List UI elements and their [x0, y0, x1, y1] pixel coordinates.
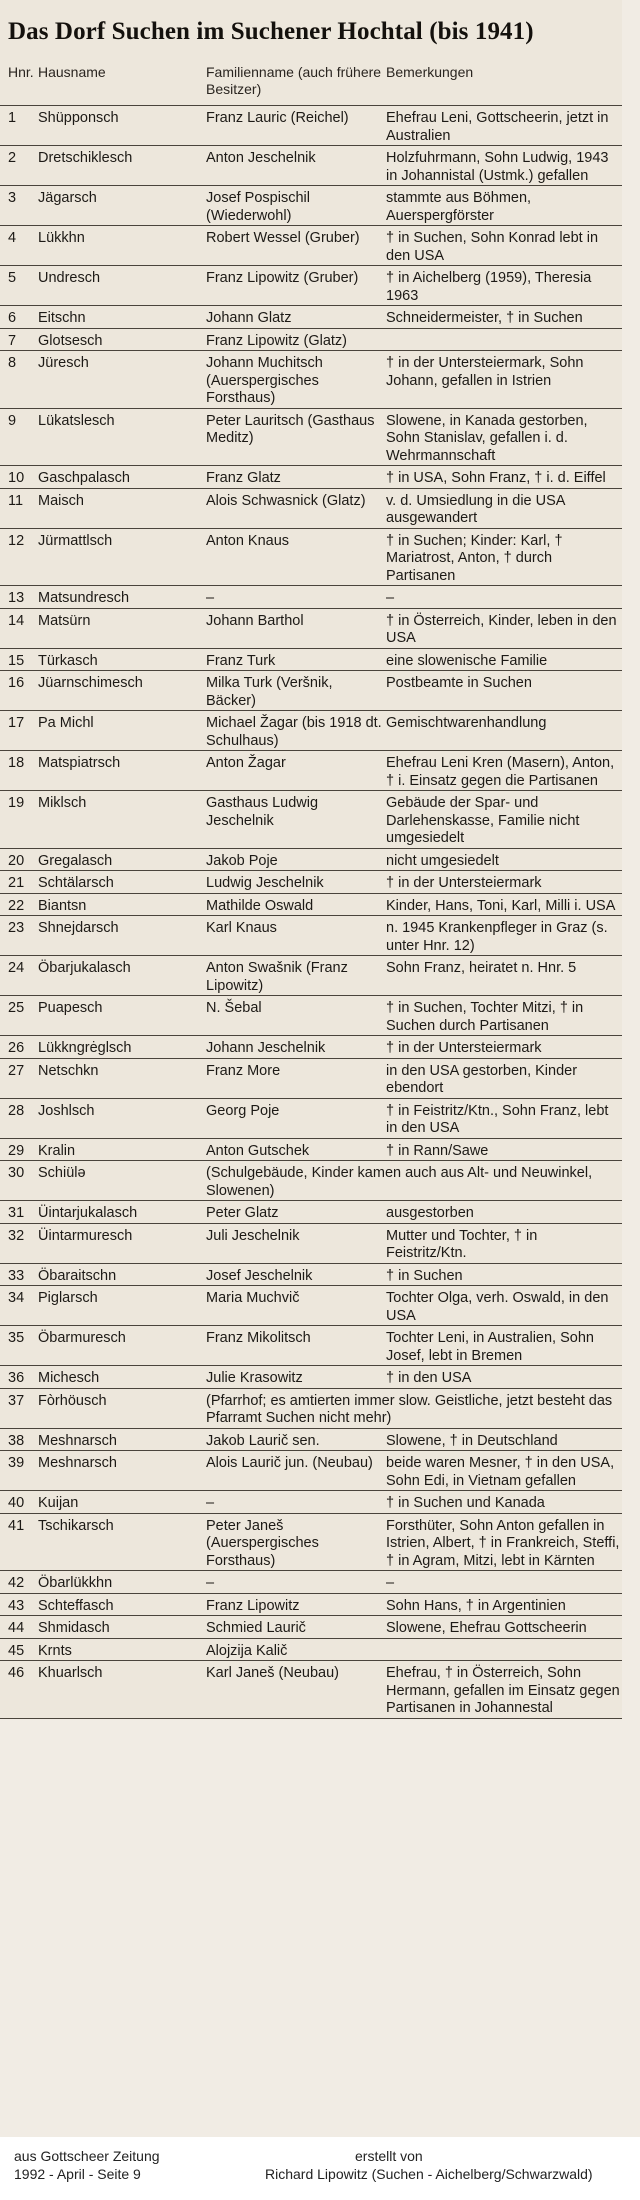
family-name: Ludwig Jeschelnik — [206, 875, 324, 891]
house-name: Piglarsch — [38, 1290, 98, 1306]
remarks: Sohn Hans, † in Argentinien — [386, 1597, 566, 1614]
house-number: 41 — [8, 1517, 25, 1534]
house-number: 36 — [8, 1370, 25, 1386]
house-number: 31 — [8, 1205, 25, 1221]
family-name: Franz More — [206, 1062, 281, 1079]
footer-author-line1: erstellt von — [355, 2148, 423, 2164]
remarks: † in der Untersteiermark, Sohn Johann, gefallen in Istrien — [386, 355, 584, 389]
table-row — [0, 586, 622, 609]
table-row — [0, 1451, 622, 1491]
house-name: Pa Michl — [38, 715, 94, 731]
table-row — [0, 1491, 622, 1514]
remarks: † in Feistritz/Ktn., Sohn Franz, lebt in den USA — [386, 1102, 609, 1136]
remarks: v. d. Umsiedlung in die USA ausgewandert — [386, 492, 565, 526]
house-number: 27 — [8, 1062, 25, 1079]
footer-author — [265, 2147, 593, 2183]
table-row — [0, 1429, 622, 1452]
table-row — [0, 226, 622, 266]
table-row — [0, 1139, 622, 1162]
table-row — [0, 409, 622, 467]
table-row — [0, 489, 622, 529]
table-row — [0, 1201, 622, 1224]
house-name: Schiülə — [38, 1165, 86, 1181]
family-name: Karl Janeš (Neubau) — [206, 1665, 339, 1681]
spanning-cell — [30, 1389, 622, 1428]
table-row — [0, 266, 622, 306]
family-name: Alois Laurič jun. (Neubau) — [206, 1455, 373, 1471]
family-name: Johann Barthol — [206, 612, 304, 629]
house-name: Puapesch — [38, 1000, 103, 1016]
table-row — [0, 306, 622, 329]
house-number: 28 — [8, 1102, 25, 1119]
house-number: 24 — [8, 960, 25, 976]
family-name: Robert Wessel (Gruber) — [206, 230, 360, 246]
header-nr: Hnr. — [8, 64, 34, 80]
table-row — [0, 609, 622, 649]
house-name: Türkasch — [38, 652, 98, 669]
family-name: Josef Jeschelnik — [206, 1267, 313, 1284]
house-number: 18 — [8, 755, 25, 771]
house-name: Gaschpalasch — [38, 470, 130, 486]
remarks: Kinder, Hans, Toni, Karl, Milli i. USA — [386, 897, 616, 914]
remarks: † in Österreich, Kinder, leben in den USA — [386, 612, 617, 646]
house-number: 32 — [8, 1227, 25, 1244]
house-name: Joshlsch — [38, 1102, 95, 1119]
remarks: beide waren Mesner, † in den USA, Sohn Edi, in Vietnam gefallen — [386, 1455, 615, 1489]
house-name: Öbarlükkhn — [38, 1575, 113, 1591]
house-number: 45 — [8, 1642, 25, 1659]
remarks: † in den USA — [386, 1370, 472, 1386]
remarks: Forsthüter, Sohn Anton gefallen in Istrien, Albert, † in Frankreich, Steffi, † in Agram, Mitzi, lebt in Kärnten — [386, 1517, 620, 1569]
house-number: 23 — [8, 920, 25, 936]
house-name: Netschkn — [38, 1062, 99, 1079]
remarks: Slowene, Ehefrau Gottscheerin — [386, 1620, 587, 1636]
remarks: Schneidermeister, † in Suchen — [386, 310, 583, 326]
remarks: Slowene, † in Deutschland — [386, 1432, 558, 1449]
house-name: Maisch — [38, 492, 84, 509]
table-row — [0, 1286, 622, 1326]
table-row — [0, 1224, 622, 1264]
table-row — [0, 351, 622, 409]
house-name: Jürmattlsch — [38, 532, 113, 549]
page-title: Das Dorf Suchen im Suchener Hochtal (bis 1941) — [8, 18, 534, 45]
house-number: 19 — [8, 795, 25, 811]
remarks: Ehefrau, † in Österreich, Sohn Hermann, gefallen im Einsatz gegen Partisanen in Johannestal — [386, 1665, 620, 1716]
house-name: Öbarmuresch — [38, 1330, 126, 1346]
remarks: nicht umgesiedelt — [386, 852, 499, 869]
table-row — [0, 1059, 622, 1099]
header-family: Familienname (auch frühere Besitzer) — [206, 64, 382, 97]
house-number: 35 — [8, 1330, 25, 1346]
family-name: Franz Turk — [206, 652, 276, 669]
remarks: stammte aus Böhmen, Auerspergförster — [386, 190, 532, 224]
remarks: † in Suchen — [386, 1267, 463, 1284]
family-name: Anton Žagar — [206, 755, 286, 771]
house-number: 11 — [8, 492, 24, 509]
table-row — [0, 711, 622, 751]
house-name: Üintarjukalasch — [38, 1205, 138, 1221]
table-row — [0, 329, 622, 352]
remarks: Ehefrau Leni Kren (Masern), Anton, † i. Einsatz gegen die Partisanen — [386, 755, 615, 789]
house-name: Meshnarsch — [38, 1432, 117, 1449]
family-name: Anton Jeschelnik — [206, 150, 316, 166]
family-name: Peter Janeš (Auerspergisches Forsthaus) — [206, 1517, 319, 1569]
table-row — [0, 871, 622, 894]
remarks: † in Suchen, Tochter Mitzi, † in Suchen durch Partisanen — [386, 1000, 584, 1034]
remarks: † in USA, Sohn Franz, † i. d. Eiffel — [386, 470, 606, 486]
remarks: † in Aichelberg (1959), Theresia 1963 — [386, 270, 592, 304]
house-name: Jägarsch — [38, 190, 97, 206]
remarks: Slowene, in Kanada gestorben, Sohn Stanislav, gefallen i. d. Wehrmannschaft — [386, 412, 588, 464]
footer-source — [14, 2147, 160, 2183]
remarks: eine slowenische Familie — [386, 652, 548, 669]
house-name: Gregalasch — [38, 852, 113, 869]
house-name: Jüresch — [38, 355, 89, 371]
spanning-cell — [30, 1161, 622, 1200]
table-row — [0, 1366, 622, 1389]
remarks: † in Suchen; Kinder: Karl, † Mariatrost, Anton, † durch Partisanen — [386, 532, 563, 584]
table-row — [0, 916, 622, 956]
remarks: † in Suchen und Kanada — [386, 1495, 545, 1511]
table-row — [0, 649, 622, 672]
house-name: Dretschiklesch — [38, 150, 133, 166]
family-name: Peter Glatz — [206, 1205, 279, 1221]
family-name: Anton Knaus — [206, 532, 290, 549]
house-number: 44 — [8, 1620, 25, 1636]
row-note: (Schulgebäude, Kinder kamen auch aus Alt- und Neuwinkel, Slowenen) — [206, 1165, 593, 1199]
family-name: – — [206, 590, 215, 606]
house-name: Undresch — [38, 270, 101, 286]
house-name: Eitschn — [38, 310, 86, 326]
table-row — [0, 146, 622, 186]
remarks: Tochter Olga, verh. Oswald, in den USA — [386, 1290, 609, 1324]
house-number: 26 — [8, 1040, 25, 1056]
family-name: Franz Glatz — [206, 470, 281, 486]
house-name: Jüarnschimesch — [38, 675, 143, 691]
family-name: Mathilde Oswald — [206, 897, 314, 914]
remarks: ausgestorben — [386, 1205, 474, 1221]
remarks: Holzfuhrmann, Sohn Ludwig, 1943 in Johannistal (Ustmk.) gefallen — [386, 150, 609, 184]
table-row — [0, 1514, 622, 1572]
table-row — [0, 1036, 622, 1059]
house-name: Khuarlsch — [38, 1665, 103, 1681]
house-number: 8 — [8, 355, 17, 371]
house-number: 10 — [8, 470, 25, 486]
table-row — [0, 1571, 622, 1594]
house-number: 38 — [8, 1432, 25, 1449]
footer-source-line2: 1992 - April - Seite 9 — [14, 2166, 141, 2182]
table-row — [0, 106, 622, 146]
house-number: 2 — [8, 150, 17, 166]
header-remarks: Bemerkungen — [386, 64, 474, 80]
family-name: Gasthaus Ludwig Jeschelnik — [206, 795, 319, 829]
table-row — [0, 894, 622, 917]
header-house: Hausname — [38, 64, 106, 80]
house-number: 20 — [8, 852, 25, 869]
table-row — [0, 996, 622, 1036]
house-number: 3 — [8, 190, 17, 206]
footer — [0, 2137, 640, 2200]
house-number: 29 — [8, 1142, 25, 1159]
house-name: Üintarmuresch — [38, 1227, 133, 1244]
table-row — [0, 791, 622, 849]
table-row — [0, 1616, 622, 1639]
house-number: 25 — [8, 1000, 25, 1016]
house-name: Shmidasch — [38, 1620, 110, 1636]
table-row — [0, 1161, 622, 1201]
house-name: Schtälarsch — [38, 875, 114, 891]
family-name: Johann Jeschelnik — [206, 1040, 326, 1056]
family-name: Franz Lauric (Reichel) — [206, 110, 349, 126]
family-name: Anton Gutschek — [206, 1142, 310, 1159]
house-name: Miklsch — [38, 795, 87, 811]
house-number: 14 — [8, 612, 25, 629]
house-number: 34 — [8, 1290, 25, 1306]
house-name: Glotsesch — [38, 332, 103, 349]
footer-source-line1: aus Gottscheer Zeitung — [14, 2148, 160, 2164]
house-name: Lükatslesch — [38, 412, 115, 429]
family-name: Milka Turk (Veršnik, Bäcker) — [206, 675, 333, 709]
house-number: 12 — [8, 532, 25, 549]
table-body — [0, 106, 622, 1719]
family-name: Karl Knaus — [206, 920, 277, 936]
table-row — [0, 529, 622, 587]
family-name: Schmied Laurič — [206, 1620, 306, 1636]
footer-author-line2: Richard Lipowitz (Suchen - Aichelberg/Schwarzwald) — [265, 2166, 593, 2182]
house-number: 5 — [8, 270, 17, 286]
family-name: Jakob Laurič sen. — [206, 1432, 320, 1449]
house-number: 1 — [8, 110, 17, 126]
house-name: Lükkngrėglsch — [38, 1040, 132, 1056]
family-name: Anton Swašnik (Franz Lipowitz) — [206, 960, 348, 994]
family-name: Franz Mikolitsch — [206, 1330, 311, 1346]
house-number: 37 — [8, 1392, 25, 1409]
table-row — [0, 1594, 622, 1617]
family-name: Franz Lipowitz (Glatz) — [206, 332, 348, 349]
family-name: Jakob Poje — [206, 852, 278, 869]
table-header — [0, 56, 622, 106]
remarks: Mutter und Tochter, † in Feistritz/Ktn. — [386, 1227, 538, 1261]
remarks — [382, 329, 622, 351]
house-name: Fòrhöusch — [38, 1392, 107, 1409]
house-name: Tschikarsch — [38, 1517, 114, 1534]
house-name: Michesch — [38, 1370, 100, 1386]
remarks: Ehefrau Leni, Gottscheerin, jetzt in Australien — [386, 110, 609, 144]
remarks: Gebäude der Spar- und Darlehenskasse, Familie nicht umgesiedelt — [386, 795, 580, 846]
house-number: 46 — [8, 1665, 25, 1681]
family-name: Josef Pospischil (Wiederwohl) — [206, 190, 310, 224]
table-row — [0, 186, 622, 226]
table-row — [0, 956, 622, 996]
house-name: Matsundresch — [38, 590, 130, 606]
house-number: 40 — [8, 1495, 25, 1511]
house-number: 17 — [8, 715, 25, 731]
house-number: 22 — [8, 897, 25, 914]
house-name: Biantsn — [38, 897, 87, 914]
family-name: – — [206, 1495, 215, 1511]
table-row — [0, 671, 622, 711]
house-number: 16 — [8, 675, 25, 691]
house-number: 39 — [8, 1455, 25, 1471]
family-name: Julie Krasowitz — [206, 1370, 303, 1386]
family-name: Johann Muchitsch (Auerspergisches Forsthaus) — [206, 355, 323, 406]
table-row — [0, 751, 622, 791]
family-name: Peter Lauritsch (Gasthaus Meditz) — [206, 412, 375, 446]
house-name: Öbaraitschn — [38, 1267, 117, 1284]
family-name: Georg Poje — [206, 1102, 280, 1119]
remarks: † in der Untersteiermark — [386, 1040, 542, 1056]
family-name: Michael Žagar (bis 1918 dt. Schulhaus) — [206, 715, 382, 749]
family-name: Franz Lipowitz (Gruber) — [206, 270, 359, 286]
remarks: Sohn Franz, heiratet n. Hnr. 5 — [386, 960, 577, 976]
table-row — [0, 1326, 622, 1366]
family-name: Alois Schwasnick (Glatz) — [206, 492, 366, 509]
table-row — [0, 1099, 622, 1139]
house-name: Schteffasch — [38, 1597, 114, 1614]
table-row — [0, 466, 622, 489]
house-name: Kuijan — [38, 1495, 79, 1511]
house-name: Matspiatrsch — [38, 755, 121, 771]
table-row — [0, 849, 622, 872]
house-number: 9 — [8, 412, 17, 429]
remarks: Postbeamte in Suchen — [386, 675, 532, 691]
family-name: Franz Lipowitz — [206, 1597, 300, 1614]
house-number: 6 — [8, 310, 17, 326]
remarks: † in der Untersteiermark — [386, 875, 542, 891]
house-name: Krnts — [38, 1642, 72, 1659]
house-number: 4 — [8, 230, 17, 246]
table-row — [0, 1639, 622, 1662]
row-note: (Pfarrhof; es amtierten immer slow. Geistliche, jetzt besteht das Pfarramt Suchen nicht mehr) — [206, 1392, 613, 1426]
house-name: Kralin — [38, 1142, 76, 1159]
family-name: Alojzija Kalič — [206, 1642, 288, 1659]
house-number: 13 — [8, 590, 25, 606]
remarks: in den USA gestorben, Kinder ebendort — [386, 1062, 578, 1096]
table-row — [0, 1661, 622, 1719]
house-name: Shüpponsch — [38, 110, 119, 126]
table-row — [0, 1264, 622, 1287]
family-name: Johann Glatz — [206, 310, 292, 326]
house-number: 21 — [8, 875, 25, 891]
table-row — [0, 1389, 622, 1429]
remarks: Gemischtwarenhandlung — [386, 715, 547, 731]
remarks: Tochter Leni, in Australien, Sohn Josef, lebt in Bremen — [386, 1330, 594, 1364]
remarks: – — [386, 590, 395, 606]
remarks: – — [386, 1575, 395, 1591]
family-name: – — [206, 1575, 215, 1591]
house-name: Shnejdarsch — [38, 920, 119, 936]
house-number: 7 — [8, 332, 17, 349]
house-number: 43 — [8, 1597, 25, 1614]
remarks — [382, 1639, 622, 1661]
house-number: 42 — [8, 1575, 25, 1591]
family-name: Juli Jeschelnik — [206, 1227, 300, 1244]
family-name: Maria Muchvič — [206, 1290, 300, 1306]
family-name: N. Šebal — [206, 1000, 262, 1016]
house-number: 30 — [8, 1165, 25, 1181]
house-name: Öbarjukalasch — [38, 960, 131, 976]
house-name: Meshnarsch — [38, 1455, 117, 1471]
remarks: † in Suchen, Sohn Konrad lebt in den USA — [386, 230, 599, 264]
house-number: 33 — [8, 1267, 25, 1284]
house-name: Matsürn — [38, 612, 91, 629]
house-name: Lükkhn — [38, 230, 85, 246]
house-number: 15 — [8, 652, 25, 669]
remarks: † in Rann/Sawe — [386, 1142, 489, 1159]
remarks: n. 1945 Krankenpfleger in Graz (s. unter Hnr. 12) — [386, 920, 608, 954]
